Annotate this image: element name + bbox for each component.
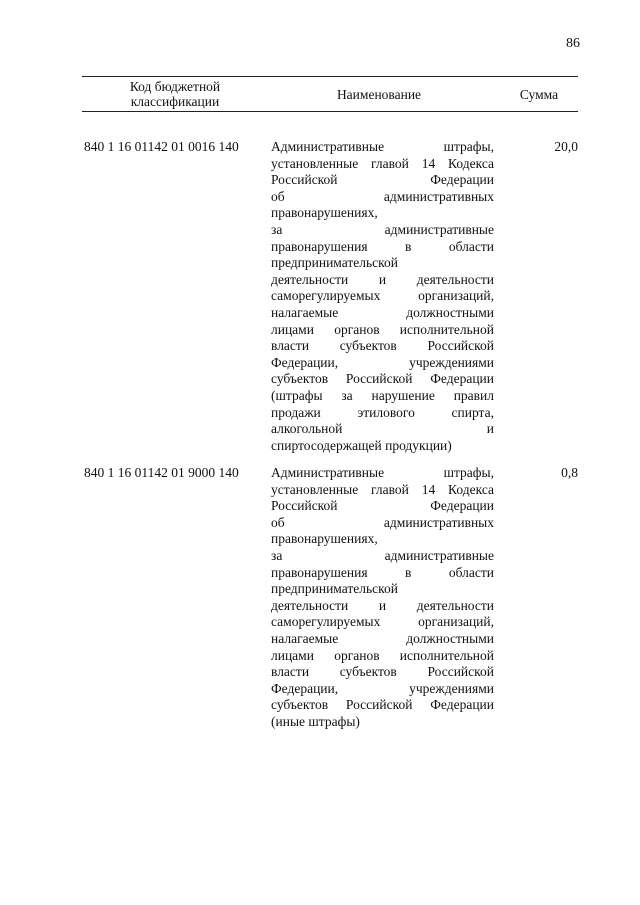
name-line: Российской Федерации — [271, 498, 494, 514]
name-line: спиртосодержащей продукции) — [271, 437, 452, 453]
name-line: правонарушения в области — [271, 238, 494, 254]
name-line: об административных — [271, 188, 494, 204]
name-line: Административные штрафы, — [271, 139, 494, 154]
row-sum: 20,0 — [554, 139, 578, 154]
name-line: за административные — [271, 221, 494, 237]
name-line: лицами органов исполнительной — [271, 321, 494, 337]
name-line: Федерации, учреждениями — [271, 680, 494, 696]
name-line: предпринимательской — [271, 581, 399, 597]
name-line: правонарушения в области — [271, 564, 494, 580]
name-line: продажи этилового спирта, — [271, 404, 494, 420]
header-code-line1: Код бюджетной — [129, 79, 221, 94]
name-line: налагаемые должностными — [271, 630, 494, 646]
row-name — [271, 465, 494, 731]
row-sum: 0,8 — [561, 465, 578, 480]
row-code: 840 1 16 01142 01 9000 140 — [84, 465, 239, 480]
name-line: налагаемые должностными — [271, 304, 494, 320]
table-header — [82, 76, 578, 112]
name-line: об административных — [271, 514, 494, 530]
name-line: правонарушениях, — [271, 531, 378, 547]
name-line: деятельности и деятельности — [271, 597, 494, 613]
name-line: Федерации, учреждениями — [271, 354, 494, 370]
name-line: правонарушениях, — [271, 205, 378, 221]
name-line: (иные штрафы) — [271, 713, 360, 729]
page-number: 86 — [566, 36, 580, 51]
header-sum: Сумма — [519, 86, 559, 102]
row-name — [271, 139, 494, 454]
name-line: субъектов Российской Федерации — [271, 371, 494, 387]
header-name: Наименование — [336, 86, 422, 102]
name-line: саморегулируемых организаций, — [271, 614, 494, 630]
name-line: Административные штрафы, — [271, 465, 494, 480]
name-line: субъектов Российской Федерации — [271, 697, 494, 713]
name-line: лицами органов исполнительной — [271, 647, 494, 663]
name-line: установленные главой 14 Кодекса — [271, 155, 494, 171]
name-line: деятельности и деятельности — [271, 271, 494, 287]
name-line: алкогольной и — [271, 421, 494, 437]
header-code — [82, 77, 268, 111]
row-code: 840 1 16 01142 01 0016 140 — [84, 139, 239, 154]
name-line: власти субъектов Российской — [271, 664, 494, 680]
name-line: предпринимательской — [271, 255, 399, 271]
name-line: власти субъектов Российской — [271, 338, 494, 354]
name-line: за административные — [271, 547, 494, 563]
name-line: (штрафы за нарушение правил — [271, 387, 494, 403]
name-line: Российской Федерации — [271, 172, 494, 188]
name-line: саморегулируемых организаций, — [271, 288, 494, 304]
name-line: установленные главой 14 Кодекса — [271, 481, 494, 497]
header-code-line2: классификации — [130, 94, 220, 109]
